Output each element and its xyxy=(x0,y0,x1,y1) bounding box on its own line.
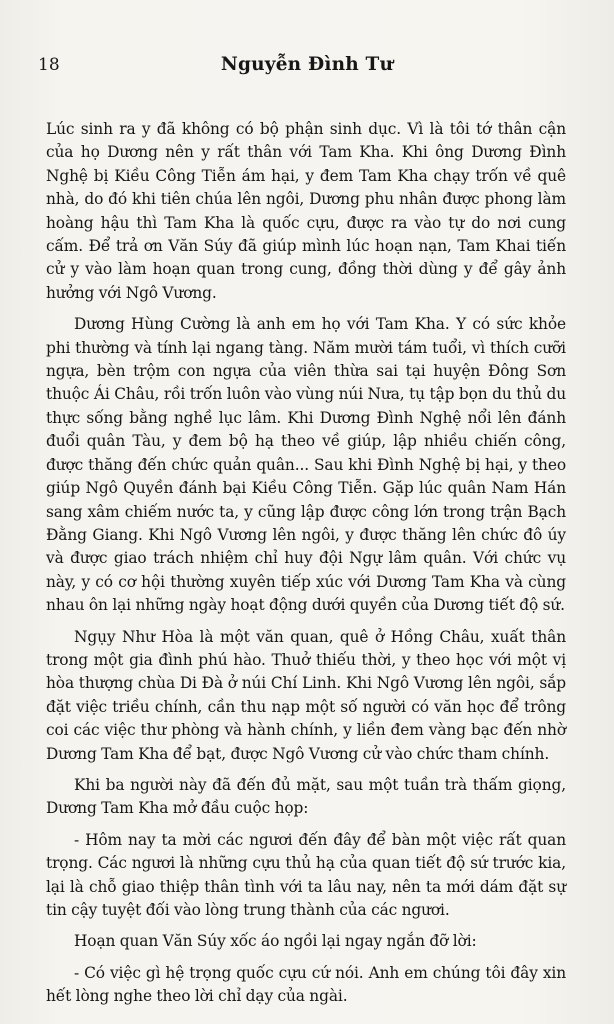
paragraph-4: Khi ba người này đã đến đủ mặt, sau một tuần trà thấm giọng, Dương Tam Kha mở đầu cuộc họp: xyxy=(46,775,566,818)
paragraph-7-dialogue: - Có việc gì hệ trọng quốc cựu cứ nói. Anh em chúng tôi đây xin hết lòng nghe theo lời chỉ dạy của ngài. xyxy=(46,963,566,1006)
page-number: 18 xyxy=(38,55,60,75)
paragraph-6: Hoạn quan Văn Súy xốc áo ngồi lại ngay ngắn đỡ lời: xyxy=(74,932,477,951)
page-header xyxy=(38,52,576,78)
running-title-author: Nguyễn Đình Tư xyxy=(220,54,394,75)
paragraph-1: Lúc sinh ra y đã không có bộ phận sinh dục. Vì là tôi tớ thân cận của họ Dương nên y rất thân với Tam Kha. Khi ông Dương Đình Nghệ bị Kiều Công Tiễn ám hại, y đem Tam Kha chạy trốn về quê nhà, do đó khi tiên chúa lên ngôi, Dương phu nhân được phong làm hoàng hậu thì Tam Kha là quốc cựu, được ra vào tự do nơi cung cấm. Để trả ơn Văn Súy đã giúp mình lúc hoạn nạn, Tam Khai tiến cử y vào làm hoạn quan trong cung, đồng thời dùng y để gây ảnh hưởng với Ngô Vương. xyxy=(46,120,566,302)
paragraph-2: Dương Hùng Cường là anh em họ với Tam Kha. Y có sức khỏe phi thường và tính lại ngang tàng. Năm mười tám tuổi, vì thích cưỡi ngựa, bèn trộm con ngựa của viên thừa sai tại huyện Đông Sơn thuộc Ái Châu, rồi trốn luôn vào vùng núi Nưa, tụ tập bọn du thủ du thực sống bằng nghề lục lâm. Khi Dương Đình Nghệ nổi lên đánh đuổi quân Tàu, y đem bộ hạ theo về giúp, lập nhiều chiến công, được thăng đến chức quản quân... Sau khi Đình Nghệ bị hại, y theo giúp Ngô Quyền đánh bại Kiều Công Tiễn. Gặp lúc quân Nam Hán sang xâm chiếm nước ta, y cũng lập được công lớn trong trận Bạch Đằng Giang. Khi Ngô Vương lên ngôi, y được thăng lên chức đô úy và được giao trách nhiệm chỉ huy đội Ngự lâm quân. Với chức vụ này, y có cơ hội thường xuyên tiếp xúc với Dương Tam Kha và cùng nhau ôn lại những ngày hoạt động dưới quyền của Dương tiết độ sứ. xyxy=(46,315,566,615)
paragraph-5-dialogue: - Hôm nay ta mời các ngươi đến đây để bàn một việc rất quan trọng. Các ngươi là những cựu thủ hạ của quan tiết độ sứ trước kia, lại là chỗ giao thiệp thân tình với ta lâu nay, nên ta mới dám đặt sự tin cậy tuyệt đối vào lòng trung thành của các ngươi. xyxy=(46,830,566,919)
paragraph-3: Ngụy Như Hòa là một văn quan, quê ở Hồng Châu, xuất thân trong một gia đình phú hào. Thuở thiếu thời, y theo học với một vị hòa thượng chùa Di Đà ở núi Chí Linh. Khi Ngô Vương lên ngôi, sắp đặt việc triều chính, cần thu nạp một số người có văn học để trông coi các việc thư phòng và hành chính, y liền đem vàng bạc đến nhờ Dương Tam Kha để bạt, được Ngô Vương cử vào chức tham chính. xyxy=(46,627,566,763)
body-text xyxy=(46,118,566,1017)
